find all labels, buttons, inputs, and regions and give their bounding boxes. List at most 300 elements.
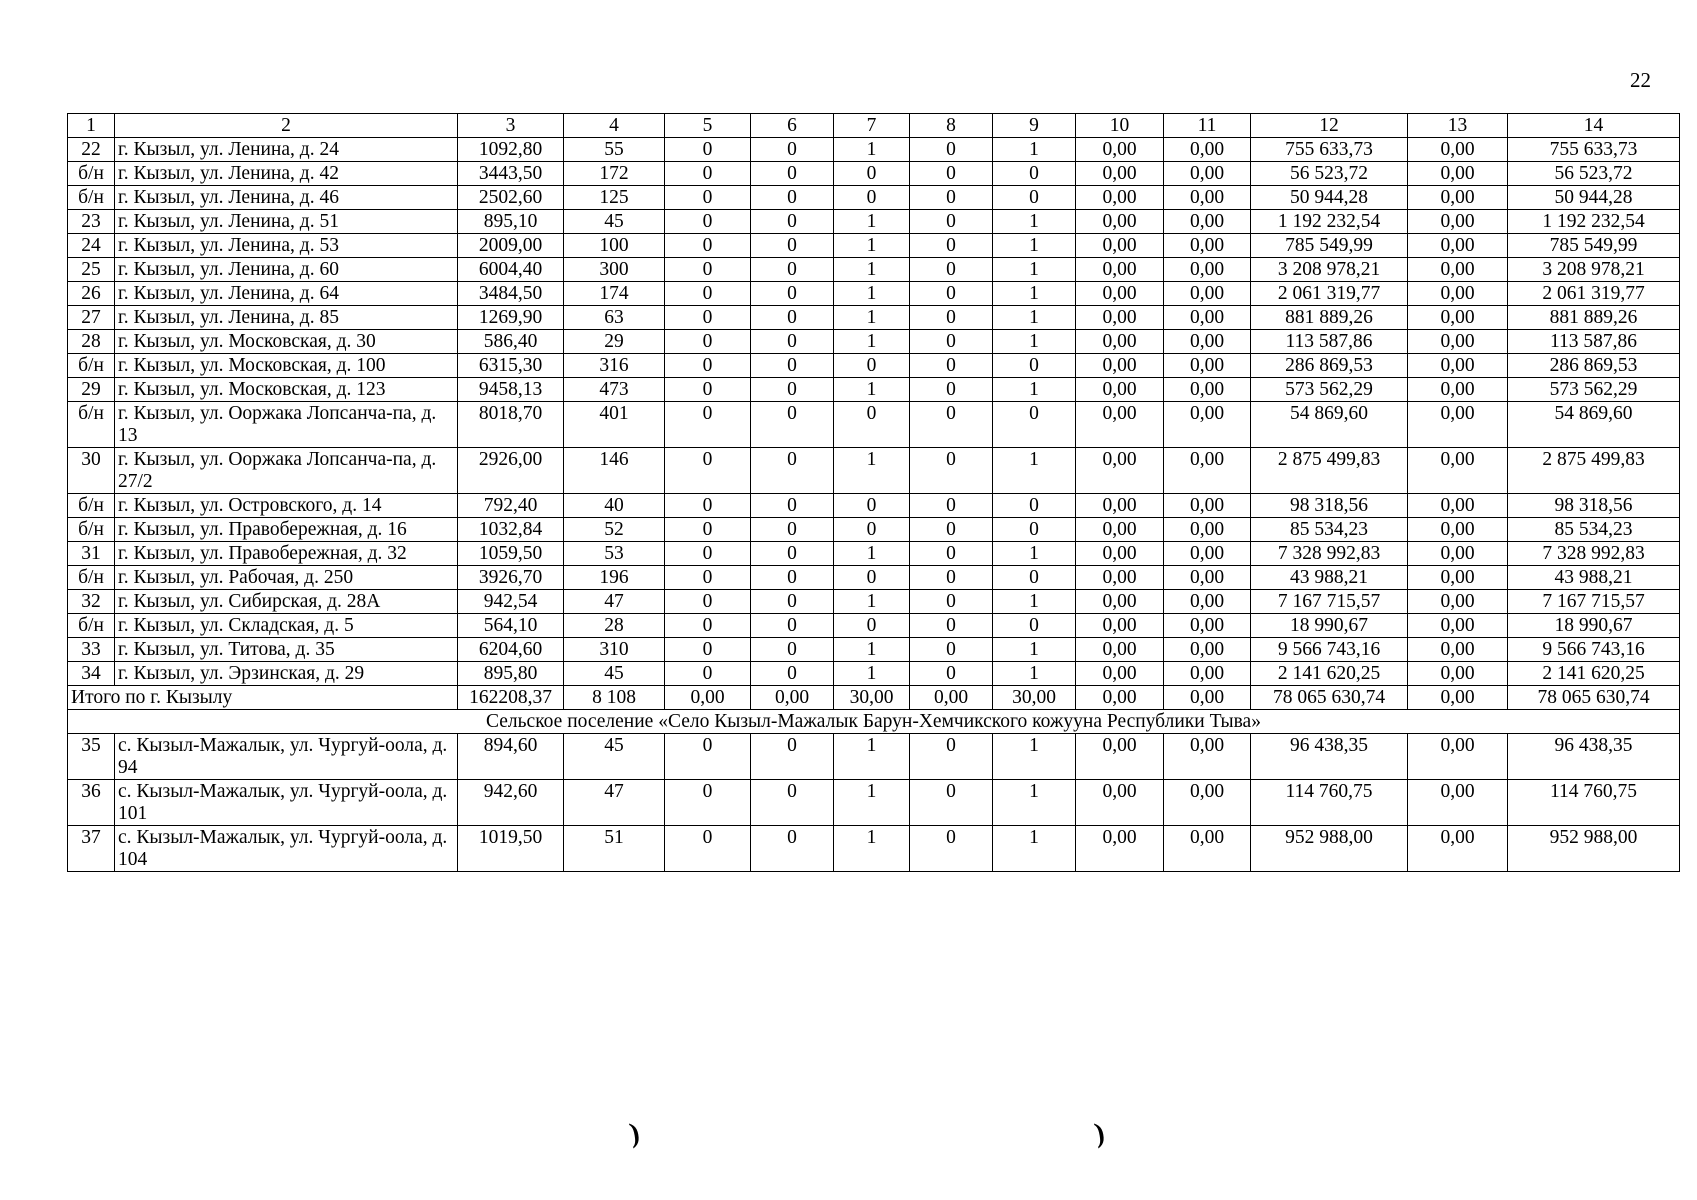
table-cell: 0 xyxy=(993,402,1076,448)
column-header: 1 xyxy=(68,114,115,138)
table-cell: 0 xyxy=(665,734,751,780)
row-number: 27 xyxy=(68,306,115,330)
table-cell: 942,54 xyxy=(458,590,564,614)
table-cell: 0 xyxy=(751,542,834,566)
table-row xyxy=(68,662,1680,686)
table-cell: 0,00 xyxy=(1164,662,1251,686)
table-cell: 952 988,00 xyxy=(1508,826,1680,872)
table-cell: 0 xyxy=(910,138,993,162)
table-row xyxy=(68,378,1680,402)
housing-registry-table xyxy=(67,113,1680,872)
table-cell: 1 xyxy=(834,826,910,872)
table-row xyxy=(68,518,1680,542)
table-cell: 1059,50 xyxy=(458,542,564,566)
table-cell: 952 988,00 xyxy=(1251,826,1408,872)
table-cell: 1 xyxy=(993,662,1076,686)
table-cell: 0,00 xyxy=(1076,448,1164,494)
table-cell: 316 xyxy=(564,354,665,378)
table-cell: 0 xyxy=(665,542,751,566)
table-row xyxy=(68,614,1680,638)
table-cell: 785 549,99 xyxy=(1508,234,1680,258)
table-cell: 0 xyxy=(751,638,834,662)
table-cell: 6004,40 xyxy=(458,258,564,282)
address-cell: г. Кызыл, ул. Ленина, д. 51 xyxy=(115,210,458,234)
table-cell: 0 xyxy=(834,494,910,518)
table-cell: 0,00 xyxy=(1408,518,1508,542)
table-cell: 0,00 xyxy=(1164,282,1251,306)
table-cell: 7 167 715,57 xyxy=(1508,590,1680,614)
table-cell: 0,00 xyxy=(1408,330,1508,354)
table-cell: 0 xyxy=(751,662,834,686)
table-cell: 0,00 xyxy=(1076,826,1164,872)
table-cell: 792,40 xyxy=(458,494,564,518)
table-cell: 2502,60 xyxy=(458,186,564,210)
table-cell: 50 944,28 xyxy=(1251,186,1408,210)
table-cell: 0 xyxy=(665,306,751,330)
table-cell: 0,00 xyxy=(1408,186,1508,210)
table-cell: 0 xyxy=(751,354,834,378)
table-cell: 9458,13 xyxy=(458,378,564,402)
table-cell: 0 xyxy=(665,826,751,872)
table-cell: 0,00 xyxy=(1076,566,1164,590)
table-cell: 174 xyxy=(564,282,665,306)
table-cell: 0 xyxy=(665,566,751,590)
row-number: 26 xyxy=(68,282,115,306)
table-cell: 0 xyxy=(665,402,751,448)
table-cell: 3 208 978,21 xyxy=(1508,258,1680,282)
table-cell: 0 xyxy=(751,566,834,590)
table-cell: 0 xyxy=(993,518,1076,542)
table-cell: 0 xyxy=(910,210,993,234)
table-cell: 56 523,72 xyxy=(1251,162,1408,186)
table-cell: 1 xyxy=(834,590,910,614)
table-cell: 1 192 232,54 xyxy=(1508,210,1680,234)
table-cell: 0,00 xyxy=(1408,542,1508,566)
table-cell: 85 534,23 xyxy=(1508,518,1680,542)
total-value: 162208,37 xyxy=(458,686,564,710)
table-cell: 0,00 xyxy=(1408,826,1508,872)
table-cell: 0 xyxy=(910,234,993,258)
address-cell: г. Кызыл, ул. Ленина, д. 60 xyxy=(115,258,458,282)
address-cell: г. Кызыл, ул. Складская, д. 5 xyxy=(115,614,458,638)
table-cell: 0 xyxy=(910,354,993,378)
table-cell: 0 xyxy=(665,638,751,662)
table-row xyxy=(68,330,1680,354)
table-cell: 0 xyxy=(910,402,993,448)
table-cell: 1 xyxy=(834,210,910,234)
table-cell: 0 xyxy=(910,638,993,662)
row-number: б/н xyxy=(68,402,115,448)
table-cell: 564,10 xyxy=(458,614,564,638)
total-label: Итого по г. Кызылу xyxy=(68,686,458,710)
table-cell: 0,00 xyxy=(1164,566,1251,590)
table-cell: 0,00 xyxy=(1076,780,1164,826)
table-cell: 0 xyxy=(910,542,993,566)
table-cell: 2926,00 xyxy=(458,448,564,494)
table-cell: 785 549,99 xyxy=(1251,234,1408,258)
column-header: 13 xyxy=(1408,114,1508,138)
row-number: 24 xyxy=(68,234,115,258)
total-value: 30,00 xyxy=(834,686,910,710)
row-number: 29 xyxy=(68,378,115,402)
table-cell: 310 xyxy=(564,638,665,662)
table-cell: 573 562,29 xyxy=(1508,378,1680,402)
table-cell: 114 760,75 xyxy=(1508,780,1680,826)
address-cell: г. Кызыл, ул. Ленина, д. 64 xyxy=(115,282,458,306)
table-cell: 1 xyxy=(834,734,910,780)
table-cell: 1032,84 xyxy=(458,518,564,542)
table-cell: 1 xyxy=(834,234,910,258)
table-cell: 0,00 xyxy=(1408,138,1508,162)
table-cell: 6315,30 xyxy=(458,354,564,378)
table-cell: 0,00 xyxy=(1408,378,1508,402)
table-cell: 0 xyxy=(834,186,910,210)
table-cell: 113 587,86 xyxy=(1251,330,1408,354)
table-cell: 0,00 xyxy=(1164,542,1251,566)
table-cell: 0,00 xyxy=(1408,638,1508,662)
table-cell: 0,00 xyxy=(1164,354,1251,378)
table-cell: 45 xyxy=(564,210,665,234)
table-cell: 0,00 xyxy=(1164,638,1251,662)
table-cell: 0 xyxy=(751,378,834,402)
table-cell: 1 xyxy=(993,210,1076,234)
table-cell: 0,00 xyxy=(1076,354,1164,378)
table-row xyxy=(68,448,1680,494)
row-number: б/н xyxy=(68,162,115,186)
table-cell: 286 869,53 xyxy=(1251,354,1408,378)
table-cell: 0 xyxy=(993,186,1076,210)
table-cell: 0,00 xyxy=(1164,234,1251,258)
table-cell: 2 061 319,77 xyxy=(1508,282,1680,306)
row-number: 28 xyxy=(68,330,115,354)
table-cell: 0,00 xyxy=(1164,258,1251,282)
table-cell: 0,00 xyxy=(1408,282,1508,306)
table-cell: 0 xyxy=(665,258,751,282)
table-cell: 0,00 xyxy=(1164,162,1251,186)
table-cell: 125 xyxy=(564,186,665,210)
table-cell: 0,00 xyxy=(1164,306,1251,330)
table-cell: 1 xyxy=(993,330,1076,354)
table-cell: 1 xyxy=(993,306,1076,330)
row-number: 34 xyxy=(68,662,115,686)
handwritten-mark: ) xyxy=(627,1117,642,1150)
table-row xyxy=(68,542,1680,566)
table-cell: 0 xyxy=(751,494,834,518)
table-cell: 3 208 978,21 xyxy=(1251,258,1408,282)
section-row xyxy=(68,710,1680,734)
table-cell: 0,00 xyxy=(1408,780,1508,826)
table-cell: 7 328 992,83 xyxy=(1251,542,1408,566)
table-cell: 0,00 xyxy=(1164,210,1251,234)
column-header: 7 xyxy=(834,114,910,138)
row-number: б/н xyxy=(68,494,115,518)
table-cell: 0,00 xyxy=(1076,494,1164,518)
table-cell: 0,00 xyxy=(1076,614,1164,638)
section-title: Сельское поселение «Село Кызыл-Мажалык Барун-Хемчикского кожууна Республики Тыва» xyxy=(68,710,1680,734)
table-cell: 0,00 xyxy=(1408,306,1508,330)
table-cell: 0,00 xyxy=(1408,234,1508,258)
table-cell: 0,00 xyxy=(1076,734,1164,780)
row-number: 32 xyxy=(68,590,115,614)
table-cell: 196 xyxy=(564,566,665,590)
table-cell: 0,00 xyxy=(1408,258,1508,282)
address-cell: г. Кызыл, ул. Ленина, д. 42 xyxy=(115,162,458,186)
total-row xyxy=(68,686,1680,710)
table-cell: 1 xyxy=(834,378,910,402)
table-cell: 1 xyxy=(834,638,910,662)
address-cell: г. Кызыл, ул. Московская, д. 123 xyxy=(115,378,458,402)
address-cell: г. Кызыл, ул. Ленина, д. 85 xyxy=(115,306,458,330)
table-cell: 0,00 xyxy=(1164,518,1251,542)
table-cell: 0 xyxy=(834,162,910,186)
total-value: 30,00 xyxy=(993,686,1076,710)
table-cell: 0,00 xyxy=(1164,826,1251,872)
table-cell: 0 xyxy=(910,258,993,282)
table-cell: 114 760,75 xyxy=(1251,780,1408,826)
table-cell: 0 xyxy=(910,282,993,306)
table-cell: 0,00 xyxy=(1408,162,1508,186)
table-cell: 7 167 715,57 xyxy=(1251,590,1408,614)
row-number: 37 xyxy=(68,826,115,872)
table-cell: 0 xyxy=(751,162,834,186)
table-row xyxy=(68,258,1680,282)
table-row xyxy=(68,186,1680,210)
table-row xyxy=(68,402,1680,448)
table-cell: 0 xyxy=(665,780,751,826)
address-cell: г. Кызыл, ул. Титова, д. 35 xyxy=(115,638,458,662)
column-header: 10 xyxy=(1076,114,1164,138)
table-cell: 1 xyxy=(993,826,1076,872)
table-cell: 1 xyxy=(834,542,910,566)
table-cell: 1 xyxy=(834,282,910,306)
row-number: 36 xyxy=(68,780,115,826)
table-cell: 0,00 xyxy=(1164,734,1251,780)
table-cell: 0 xyxy=(665,590,751,614)
table-cell: 0,00 xyxy=(1408,494,1508,518)
total-value: 0,00 xyxy=(1164,686,1251,710)
table-cell: 18 990,67 xyxy=(1251,614,1408,638)
column-header: 2 xyxy=(115,114,458,138)
address-cell: г. Кызыл, ул. Эрзинская, д. 29 xyxy=(115,662,458,686)
table-cell: 0 xyxy=(834,566,910,590)
total-value: 0,00 xyxy=(910,686,993,710)
table-cell: 0,00 xyxy=(1076,662,1164,686)
column-header: 5 xyxy=(665,114,751,138)
address-cell: г. Кызыл, ул. Ооржака Лопсанча-па, д. 27/2 xyxy=(115,448,458,494)
column-header: 6 xyxy=(751,114,834,138)
table-cell: 0,00 xyxy=(1408,566,1508,590)
table-cell: 0 xyxy=(751,258,834,282)
table-row xyxy=(68,354,1680,378)
table-cell: 0 xyxy=(910,494,993,518)
table-cell: 56 523,72 xyxy=(1508,162,1680,186)
row-number: 31 xyxy=(68,542,115,566)
table-cell: 0 xyxy=(751,826,834,872)
table-cell: 6204,60 xyxy=(458,638,564,662)
table-cell: 300 xyxy=(564,258,665,282)
table-row xyxy=(68,826,1680,872)
table-cell: 0 xyxy=(910,734,993,780)
table-cell: 0 xyxy=(834,614,910,638)
table-cell: 0,00 xyxy=(1164,138,1251,162)
table-cell: 0,00 xyxy=(1164,448,1251,494)
table-cell: 0 xyxy=(910,518,993,542)
table-cell: 0 xyxy=(665,518,751,542)
address-cell: с. Кызыл-Мажалык, ул. Чургуй-оола, д. 101 xyxy=(115,780,458,826)
table-cell: 0 xyxy=(665,614,751,638)
table-cell: 28 xyxy=(564,614,665,638)
address-cell: г. Кызыл, ул. Сибирская, д. 28А xyxy=(115,590,458,614)
table-cell: 55 xyxy=(564,138,665,162)
table-cell: 894,60 xyxy=(458,734,564,780)
table-cell: 43 988,21 xyxy=(1251,566,1408,590)
table-cell: 881 889,26 xyxy=(1508,306,1680,330)
table-row xyxy=(68,494,1680,518)
table-cell: 0 xyxy=(751,282,834,306)
table-cell: 29 xyxy=(564,330,665,354)
table-cell: 0,00 xyxy=(1076,282,1164,306)
table-cell: 0 xyxy=(751,210,834,234)
table-cell: 0 xyxy=(834,354,910,378)
table-cell: 52 xyxy=(564,518,665,542)
table-cell: 0,00 xyxy=(1164,378,1251,402)
table-row xyxy=(68,210,1680,234)
address-cell: г. Кызыл, ул. Ленина, д. 24 xyxy=(115,138,458,162)
row-number: 25 xyxy=(68,258,115,282)
address-cell: г. Кызыл, ул. Правобережная, д. 16 xyxy=(115,518,458,542)
table-cell: 54 869,60 xyxy=(1251,402,1408,448)
table-cell: 9 566 743,16 xyxy=(1508,638,1680,662)
total-value: 0,00 xyxy=(751,686,834,710)
table-cell: 0 xyxy=(993,494,1076,518)
header-row xyxy=(68,114,1680,138)
table-cell: 2 141 620,25 xyxy=(1508,662,1680,686)
table-cell: 7 328 992,83 xyxy=(1508,542,1680,566)
table-cell: 2 875 499,83 xyxy=(1508,448,1680,494)
column-header: 8 xyxy=(910,114,993,138)
table-cell: 0,00 xyxy=(1408,614,1508,638)
row-number: 33 xyxy=(68,638,115,662)
table-cell: 100 xyxy=(564,234,665,258)
row-number: б/н xyxy=(68,566,115,590)
table-cell: 0,00 xyxy=(1164,402,1251,448)
table-cell: 0 xyxy=(751,614,834,638)
table-cell: 286 869,53 xyxy=(1508,354,1680,378)
total-value: 78 065 630,74 xyxy=(1508,686,1680,710)
table-cell: 0,00 xyxy=(1408,354,1508,378)
table-cell: 1 xyxy=(834,138,910,162)
table-cell: 0,00 xyxy=(1408,210,1508,234)
table-cell: 0 xyxy=(910,448,993,494)
table-cell: 18 990,67 xyxy=(1508,614,1680,638)
table-cell: 0,00 xyxy=(1164,494,1251,518)
table-cell: 1 xyxy=(993,542,1076,566)
table-cell: 1 192 232,54 xyxy=(1251,210,1408,234)
table-cell: 0 xyxy=(910,590,993,614)
table-cell: 0,00 xyxy=(1076,138,1164,162)
table-cell: 1 xyxy=(993,258,1076,282)
table-cell: 1 xyxy=(993,378,1076,402)
table-cell: 755 633,73 xyxy=(1508,138,1680,162)
table-cell: 573 562,29 xyxy=(1251,378,1408,402)
column-header: 12 xyxy=(1251,114,1408,138)
table-cell: 0,00 xyxy=(1076,518,1164,542)
table-cell: 43 988,21 xyxy=(1508,566,1680,590)
table-cell: 0,00 xyxy=(1164,330,1251,354)
table-cell: 586,40 xyxy=(458,330,564,354)
total-value: 78 065 630,74 xyxy=(1251,686,1408,710)
table-cell: 0 xyxy=(751,518,834,542)
table-row xyxy=(68,566,1680,590)
table-cell: 1 xyxy=(993,282,1076,306)
table-cell: 0,00 xyxy=(1164,780,1251,826)
table-cell: 53 xyxy=(564,542,665,566)
table-cell: 1092,80 xyxy=(458,138,564,162)
table-cell: 0 xyxy=(910,826,993,872)
table-cell: 0,00 xyxy=(1076,306,1164,330)
table-cell: 96 438,35 xyxy=(1508,734,1680,780)
column-header: 3 xyxy=(458,114,564,138)
table-cell: 0,00 xyxy=(1076,378,1164,402)
table-cell: 0 xyxy=(665,186,751,210)
table-cell: 0,00 xyxy=(1076,542,1164,566)
table-cell: 0 xyxy=(751,234,834,258)
table-cell: 0 xyxy=(751,306,834,330)
table-cell: 1 xyxy=(993,780,1076,826)
address-cell: г. Кызыл, ул. Рабочая, д. 250 xyxy=(115,566,458,590)
table-cell: 0,00 xyxy=(1076,234,1164,258)
column-header: 14 xyxy=(1508,114,1680,138)
table-cell: 0 xyxy=(751,590,834,614)
table-cell: 0 xyxy=(665,662,751,686)
table-cell: 0 xyxy=(993,566,1076,590)
table-cell: 0 xyxy=(665,378,751,402)
table-cell: 401 xyxy=(564,402,665,448)
address-cell: г. Кызыл, ул. Ленина, д. 53 xyxy=(115,234,458,258)
address-cell: с. Кызыл-Мажалык, ул. Чургуй-оола, д. 104 xyxy=(115,826,458,872)
table-cell: 0 xyxy=(993,162,1076,186)
table-cell: 3443,50 xyxy=(458,162,564,186)
table-cell: 1 xyxy=(993,734,1076,780)
table-cell: 0,00 xyxy=(1408,662,1508,686)
table-cell: 0 xyxy=(751,402,834,448)
table-cell: 0 xyxy=(665,234,751,258)
row-number: 35 xyxy=(68,734,115,780)
table-cell: 85 534,23 xyxy=(1251,518,1408,542)
table-cell: 98 318,56 xyxy=(1251,494,1408,518)
table-cell: 0 xyxy=(910,614,993,638)
table-cell: 0 xyxy=(665,448,751,494)
table-cell: 473 xyxy=(564,378,665,402)
table-cell: 1 xyxy=(834,448,910,494)
table-cell: 0 xyxy=(834,402,910,448)
table-cell: 0 xyxy=(993,614,1076,638)
total-value: 0,00 xyxy=(1408,686,1508,710)
table-cell: 50 944,28 xyxy=(1508,186,1680,210)
table-cell: 1 xyxy=(993,234,1076,258)
table-cell: 0 xyxy=(751,734,834,780)
table-cell: 0 xyxy=(665,210,751,234)
table-cell: 895,10 xyxy=(458,210,564,234)
table-cell: 1 xyxy=(993,138,1076,162)
table-cell: 54 869,60 xyxy=(1508,402,1680,448)
table-cell: 0 xyxy=(751,448,834,494)
table-cell: 0 xyxy=(910,780,993,826)
table-cell: 0,00 xyxy=(1076,210,1164,234)
table-cell: 0 xyxy=(665,494,751,518)
row-number: б/н xyxy=(68,518,115,542)
table-cell: 1 xyxy=(993,638,1076,662)
